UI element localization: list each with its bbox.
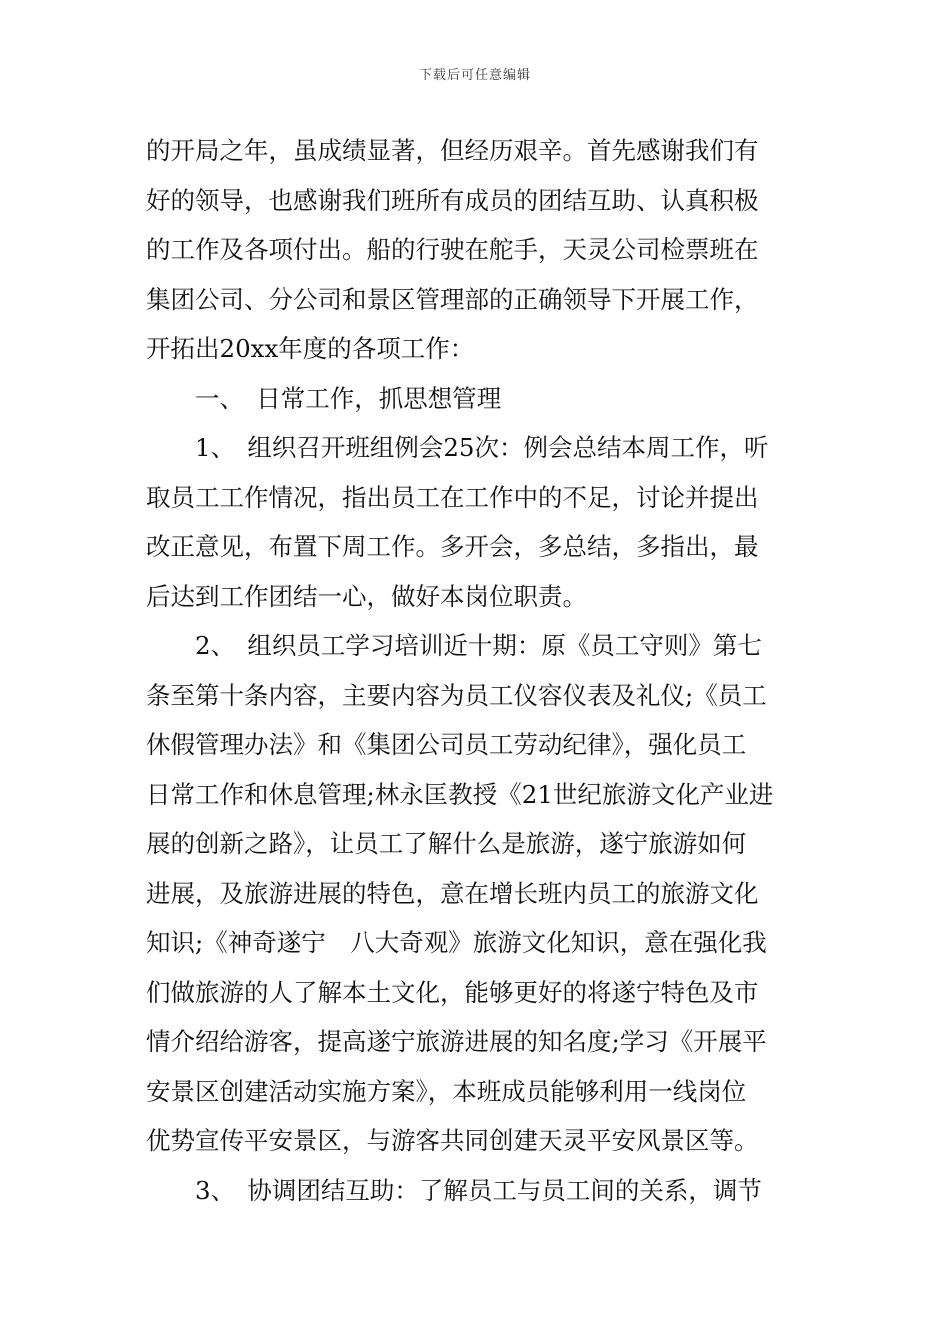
paragraph-line: 休假管理办法》和《集团公司员工劳动纪律》，强化员工	[146, 730, 747, 759]
paragraph-line: 日常工作和休息管理;林永匡教授《21世纪旅游文化产业进	[146, 779, 774, 809]
paragraph-line: 们做旅游的人了解本土文化，能够更好的将遂宁特色及市	[146, 977, 759, 1007]
paragraph-line: 优势宣传平安景区，与游客共同创建天灵平安风景区等。	[146, 1126, 759, 1155]
paragraph-line: 1、 组织召开班组例会25次：例会总结本周工作，听	[195, 433, 769, 462]
document-body	[146, 126, 810, 1215]
paragraph-line: 安景区创建活动实施方案》，本班成员能够利用一线岗位	[146, 1076, 747, 1106]
page-header-note: 下载后可任意编辑	[418, 68, 531, 83]
paragraph-line: 一、 日常工作，抓思想管理	[195, 383, 502, 413]
paragraph-line: 3、 协调团结互助：了解员工与员工间的关系，调节	[195, 1175, 762, 1205]
paragraph-line: 的开局之年，虽成绩显著，但经历艰辛。首先感谢我们有	[146, 136, 759, 165]
paragraph-line: 条至第十条内容，主要内容为员工仪容仪表及礼仪;《员工	[146, 680, 767, 710]
paragraph-line: 进展，及旅游进展的特色，意在增长班内员工的旅游文化	[146, 878, 759, 908]
paragraph-line: 开拓出20xx年度的各项工作：	[146, 334, 475, 363]
paragraph-line: 展的创新之路》，让员工了解什么是旅游，遂宁旅游如何	[146, 829, 747, 858]
paragraph-line: 集团公司、分公司和景区管理部的正确领导下开展工作，	[146, 284, 759, 314]
paragraph-line: 改正意见，布置下周工作。多开会，多总结，多指出，最	[146, 532, 759, 561]
paragraph-line: 取员工工作情况，指出员工在工作中的不足，讨论并提出	[146, 482, 759, 512]
paragraph-line: 好的领导，也感谢我们班所有成员的团结互助、认真积极	[146, 185, 759, 215]
paragraph-line: 后达到工作团结一心，做好本岗位职责。	[146, 581, 587, 611]
paragraph-line: 2、 组织员工学习培训近十期：原《员工守则》第七	[195, 631, 762, 660]
paragraph-line: 的工作及各项付出。船的行驶在舵手，天灵公司检票班在	[146, 235, 759, 264]
paragraph-line: 知识;《神奇遂宁 八大奇观》旅游文化知识，意在强化我	[146, 928, 767, 957]
paragraph-line: 情介绍给游客，提高遂宁旅游进展的知名度;学习《开展平	[146, 1027, 767, 1056]
